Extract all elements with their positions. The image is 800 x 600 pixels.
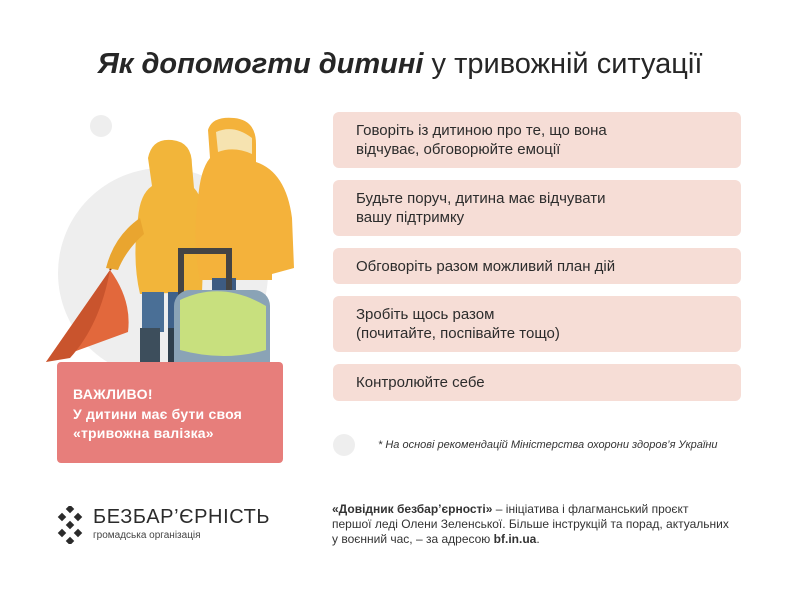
footer-description [332, 502, 752, 547]
tip-card-talk [333, 112, 741, 168]
logo-icon [55, 506, 85, 544]
page-title [0, 48, 800, 81]
children-with-suitcase-image [40, 110, 320, 400]
title-emphasis: Як допомогти дитині [97, 48, 424, 80]
footer-project-name: «Довідник безбар’єрності» [332, 502, 493, 516]
footer-text: – ініціатива і флагманський проєкт [492, 502, 689, 516]
important-card [57, 362, 283, 463]
footer-text: першої леді Олени Зеленської. Більше інструкцій та порад, актуальних [332, 517, 729, 531]
title-rest: у тривожній ситуації [423, 48, 703, 80]
tip-text: Говоріть із дитиною про те, що вона [356, 122, 607, 139]
tip-text: вашу підтримку [356, 209, 465, 226]
logo [55, 506, 270, 544]
footer-text: . [536, 532, 540, 546]
tip-card-self-control [333, 364, 741, 401]
footer-link[interactable]: bf.in.ua [493, 532, 537, 546]
tip-text: Будьте поруч, дитина має відчувати [356, 190, 606, 207]
source-note: * На основі рекомендацій Міністерства охорони здоров’я України [378, 439, 718, 451]
logo-name: БЕЗБАР’ЄРНІСТЬ [93, 506, 271, 528]
decor-circle-note [333, 434, 355, 456]
footer-text: у воєнний час, – за адресою [332, 532, 494, 546]
important-line-1: У дитини має бути своя [73, 406, 243, 422]
tip-card-together [333, 296, 741, 352]
tip-text: Зробіть щось разом [356, 306, 495, 323]
tip-card-support [333, 180, 741, 236]
important-line-2: «тривожна валізка» [73, 425, 214, 441]
children-illustration [40, 110, 320, 400]
important-heading: ВАЖЛИВО! [73, 386, 153, 402]
logo-subtitle: громадська організація [93, 530, 201, 541]
tip-text: (почитайте, поспівайте тощо) [356, 325, 560, 342]
child-right [195, 118, 294, 302]
tip-text: відчуває, обговорюйте емоції [356, 141, 561, 158]
umbrella-icon [46, 260, 129, 362]
tip-text: Обговоріть разом можливий план дій [356, 257, 616, 275]
tip-card-plan [333, 248, 741, 284]
tip-text: Контролюйте себе [356, 374, 485, 391]
